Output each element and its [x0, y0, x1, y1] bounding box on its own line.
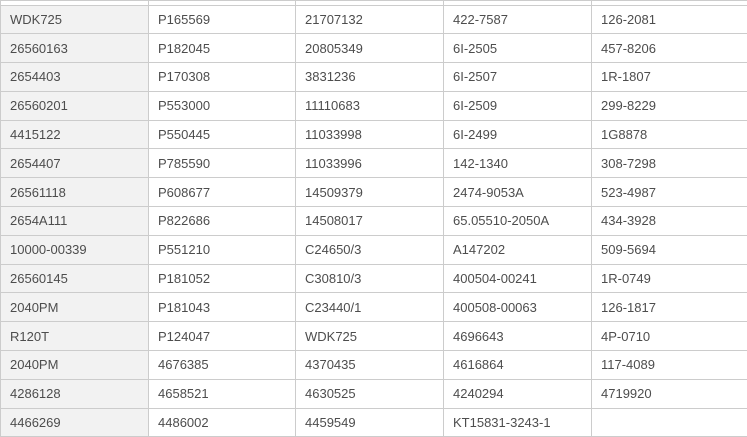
table-cell: 6I-2507: [444, 63, 592, 92]
row-header-cell: 2654407: [1, 149, 149, 178]
table-row: [1, 5, 747, 34]
table-cell: 4240294: [444, 379, 592, 408]
table-cell: 434-3928: [592, 207, 747, 236]
table-cell: 4P-0710: [592, 322, 747, 351]
table-cell: C24650/3: [296, 235, 444, 264]
table-cell: 11033996: [296, 149, 444, 178]
table-cell: 523-4987: [592, 178, 747, 207]
table-row: [1, 322, 747, 351]
table-cell: P170308: [149, 63, 296, 92]
row-header-cell: 2654A111: [1, 207, 149, 236]
table-row: [1, 379, 747, 408]
table-cell: 65.05510-2050A: [444, 207, 592, 236]
table-cell: 6I-2499: [444, 120, 592, 149]
table-row: [1, 178, 747, 207]
table-row: [1, 207, 747, 236]
table-cell: KT15831-3243-1: [444, 408, 592, 437]
table-cell: 4459549: [296, 408, 444, 437]
row-header-cell: 10000-00339: [1, 235, 149, 264]
table-row: [1, 264, 747, 293]
row-header-cell: 2040PM: [1, 293, 149, 322]
table-row: [1, 91, 747, 120]
table-cell: P124047: [149, 322, 296, 351]
table-row: [1, 408, 747, 437]
table-cell: C23440/1: [296, 293, 444, 322]
row-header-cell: 4415122: [1, 120, 149, 149]
table-cell: 1R-0749: [592, 264, 747, 293]
table-cell: 4676385: [149, 351, 296, 380]
table-cell: 11110683: [296, 91, 444, 120]
table-cell: 4658521: [149, 379, 296, 408]
table-cell: 3831236: [296, 63, 444, 92]
table-cell: 4486002: [149, 408, 296, 437]
table-cell: C30810/3: [296, 264, 444, 293]
row-header-cell: WDK725: [1, 5, 149, 34]
table-cell: P181043: [149, 293, 296, 322]
table-row: [1, 293, 747, 322]
parts-table-body: [1, 1, 747, 437]
table-row: [1, 149, 747, 178]
table-cell: 4630525: [296, 379, 444, 408]
row-header-cell: 2040PM: [1, 351, 149, 380]
row-header-cell: 26560145: [1, 264, 149, 293]
table-cell: 4696643: [444, 322, 592, 351]
table-cell: WDK725: [296, 322, 444, 351]
table-cell: 14508017: [296, 207, 444, 236]
table-cell: 126-1817: [592, 293, 747, 322]
table-cell: 400504-00241: [444, 264, 592, 293]
table-cell: P822686: [149, 207, 296, 236]
table-cell: P182045: [149, 34, 296, 63]
table-cell: P608677: [149, 178, 296, 207]
row-header-cell: 26561118: [1, 178, 149, 207]
table-cell: 21707132: [296, 5, 444, 34]
row-header-cell: 4286128: [1, 379, 149, 408]
table-cell: 4370435: [296, 351, 444, 380]
table-cell: 299-8229: [592, 91, 747, 120]
row-header-cell: R120T: [1, 322, 149, 351]
table-cell: 117-4089: [592, 351, 747, 380]
table-cell: 4719920: [592, 379, 747, 408]
table-cell: 20805349: [296, 34, 444, 63]
table-cell: 1R-1807: [592, 63, 747, 92]
row-header-cell: 4466269: [1, 408, 149, 437]
table-cell: P165569: [149, 5, 296, 34]
table-row: [1, 34, 747, 63]
table-row: [1, 120, 747, 149]
table-cell: 6I-2509: [444, 91, 592, 120]
table-cell: P551210: [149, 235, 296, 264]
table-cell: 457-8206: [592, 34, 747, 63]
table-cell: 6I-2505: [444, 34, 592, 63]
table-cell: 142-1340: [444, 149, 592, 178]
table-cell: 400508-00063: [444, 293, 592, 322]
table-cell: 11033998: [296, 120, 444, 149]
table-cell: 126-2081: [592, 5, 747, 34]
row-header-cell: 26560201: [1, 91, 149, 120]
table-cell: 308-7298: [592, 149, 747, 178]
table-cell: 14509379: [296, 178, 444, 207]
table-cell: 2474-9053A: [444, 178, 592, 207]
table-cell: 1G8878: [592, 120, 747, 149]
table-cell: 4616864: [444, 351, 592, 380]
table-cell: P550445: [149, 120, 296, 149]
table-cell: P553000: [149, 91, 296, 120]
table-cell: [592, 408, 747, 437]
row-header-cell: 2654403: [1, 63, 149, 92]
table-row: [1, 235, 747, 264]
table-cell: 422-7587: [444, 5, 592, 34]
table-row: [1, 351, 747, 380]
row-header-cell: 26560163: [1, 34, 149, 63]
table-cell: 509-5694: [592, 235, 747, 264]
table-cell: P181052: [149, 264, 296, 293]
table-cell: P785590: [149, 149, 296, 178]
table-row: [1, 63, 747, 92]
table-cell: A147202: [444, 235, 592, 264]
